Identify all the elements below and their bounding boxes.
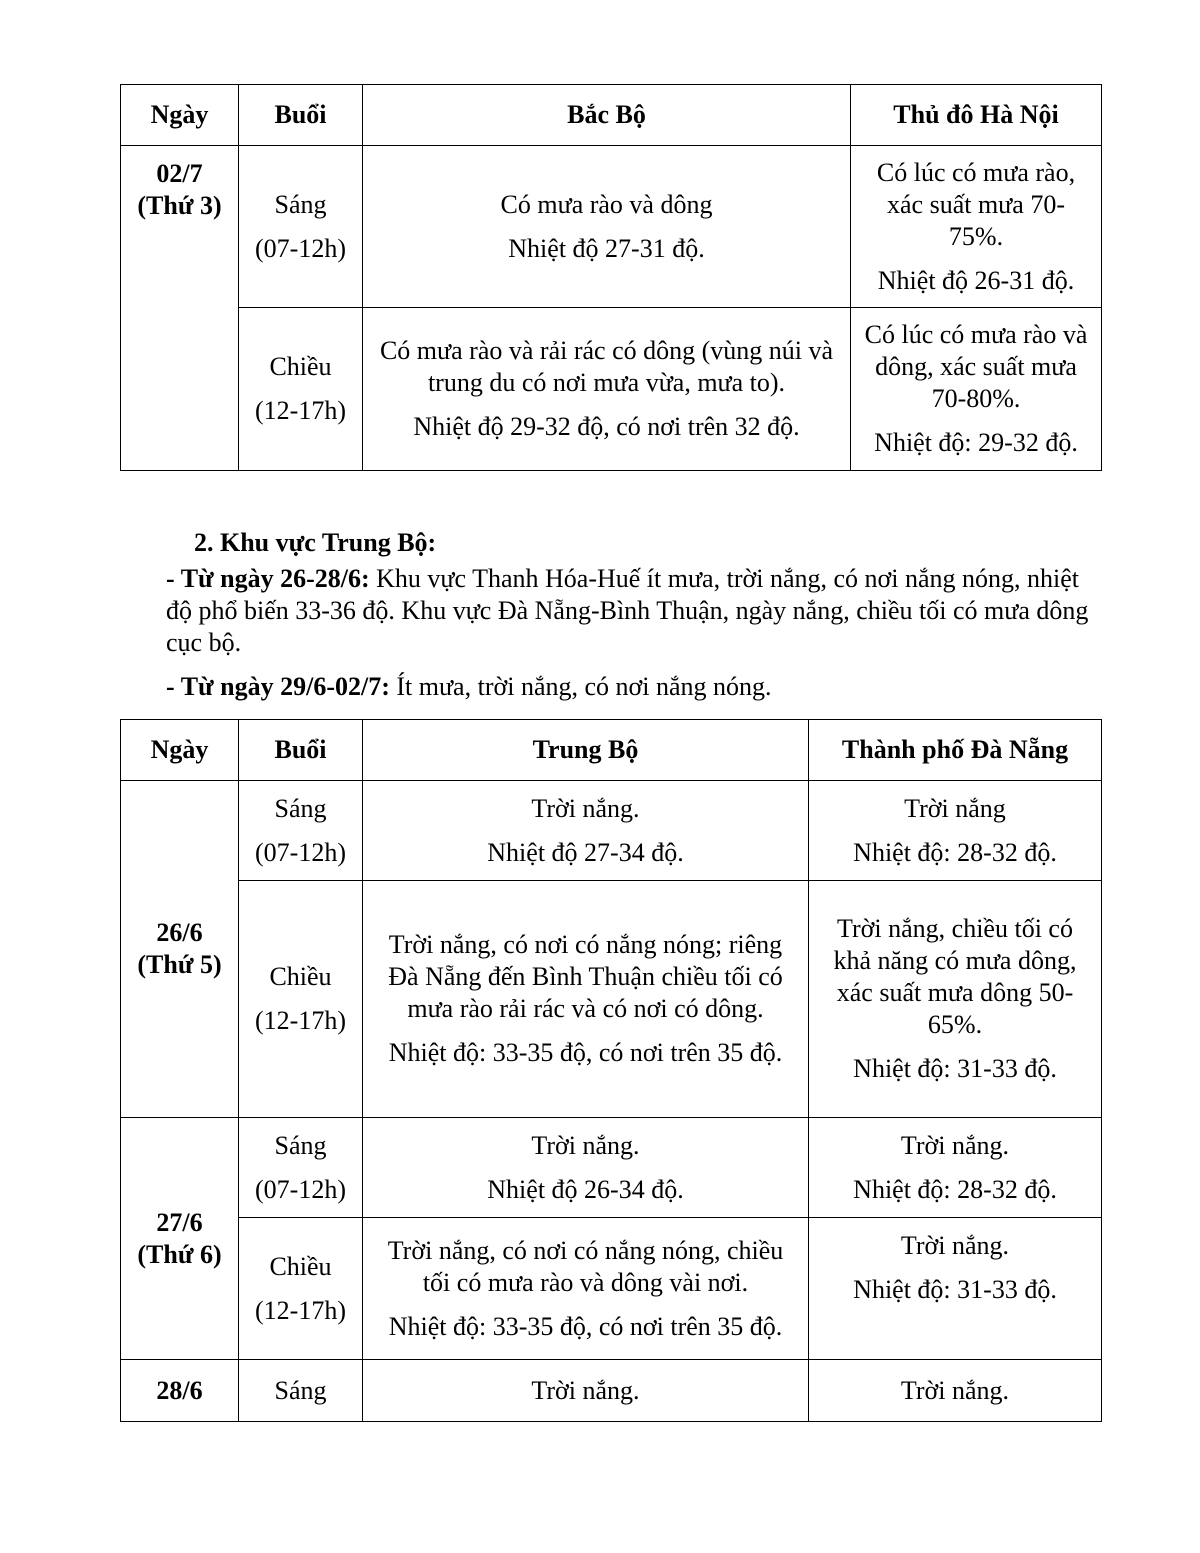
region-forecast xyxy=(363,781,809,881)
city-forecast xyxy=(809,881,1102,1118)
city-forecast xyxy=(851,308,1102,471)
forecast-table-north xyxy=(120,84,1102,471)
period-paragraph xyxy=(166,671,1096,703)
period-text: Ít mưa, trời nắng, có nơi nắng nóng. xyxy=(389,672,772,701)
header-session: Buổi xyxy=(239,85,363,146)
session-cell xyxy=(239,781,363,881)
table-header-row xyxy=(121,85,1102,146)
period-paragraph xyxy=(166,563,1096,659)
session-cell xyxy=(239,146,363,308)
period-label: - Từ ngày 26-28/6: xyxy=(166,564,370,593)
forecast-text: Trời nắng, chiều tối có khả năng có mưa dông, xác suất mưa dông 50-65%. xyxy=(833,914,1077,1039)
region-forecast xyxy=(363,881,809,1118)
forecast-temp: Nhiệt độ: 29-32 độ. xyxy=(874,428,1078,457)
city-forecast xyxy=(809,781,1102,881)
table-row xyxy=(121,1218,1102,1360)
session-cell xyxy=(239,881,363,1118)
session-label: Sáng xyxy=(274,1130,327,1160)
session-label: Chiều xyxy=(269,1251,332,1281)
period-label: - Từ ngày 29/6-02/7: xyxy=(166,672,390,701)
header-day: Ngày xyxy=(121,85,239,146)
forecast-text: Có mưa rào và dông xyxy=(500,189,713,219)
session-hours: (12-17h) xyxy=(255,1295,346,1325)
forecast-temp: Nhiệt độ 27-34 độ. xyxy=(487,837,684,867)
forecast-temp: Nhiệt độ: 33-35 độ, có nơi trên 35 độ. xyxy=(388,1311,783,1341)
table-row xyxy=(121,146,1102,308)
forecast-text: Trời nắng. xyxy=(900,1231,1010,1260)
forecast-text: Trời nắng. xyxy=(531,793,640,823)
forecast-temp: Nhiệt độ 26-34 độ. xyxy=(487,1174,684,1204)
forecast-temp: Nhiệt độ 26-31 độ. xyxy=(877,265,1075,295)
forecast-table-central xyxy=(120,719,1102,1422)
forecast-temp: Nhiệt độ: 31-33 độ. xyxy=(853,1275,1057,1304)
day-date: 28/6 xyxy=(156,1375,203,1405)
header-region: Trung Bộ xyxy=(363,720,809,781)
forecast-text: Trời nắng. xyxy=(900,1130,1010,1160)
forecast-temp: Nhiệt độ: 28-32 độ. xyxy=(853,837,1057,867)
region-forecast xyxy=(363,1118,809,1218)
header-city: Thủ đô Hà Nội xyxy=(851,85,1102,146)
table-row xyxy=(121,781,1102,881)
session-hours: (07-12h) xyxy=(255,1174,346,1204)
day-weekday: (Thứ 3) xyxy=(137,191,222,220)
day-date: 27/6 xyxy=(156,1207,203,1237)
header-day: Ngày xyxy=(121,720,239,781)
day-cell xyxy=(121,146,239,471)
header-session: Buổi xyxy=(239,720,363,781)
session-label: Chiều xyxy=(269,962,332,991)
session-cell xyxy=(239,308,363,471)
forecast-text: Trời nắng. xyxy=(531,1130,640,1160)
forecast-temp: Nhiệt độ: 31-33 độ. xyxy=(853,1054,1057,1083)
forecast-temp: Nhiệt độ: 33-35 độ, có nơi trên 35 độ. xyxy=(388,1038,783,1067)
table-row xyxy=(121,881,1102,1118)
section-heading: 2. Khu vực Trung Bộ: xyxy=(194,528,437,557)
session-cell xyxy=(239,1360,363,1422)
region-forecast xyxy=(363,308,851,471)
region-forecast xyxy=(363,1218,809,1360)
session-cell xyxy=(239,1218,363,1360)
session-label: Chiều xyxy=(269,352,332,381)
table-row xyxy=(121,1118,1102,1218)
day-cell xyxy=(121,781,239,1118)
session-hours: (12-17h) xyxy=(255,1006,346,1035)
session-cell xyxy=(239,1118,363,1218)
header-city: Thành phố Đà Nẵng xyxy=(809,720,1102,781)
table-row xyxy=(121,308,1102,471)
city-forecast xyxy=(809,1218,1102,1360)
day-cell xyxy=(121,1118,239,1360)
session-hours: (12-17h) xyxy=(255,396,346,425)
forecast-text: Có mưa rào và rải rác có dông (vùng núi và trung du có nơi mưa vừa, mưa to). xyxy=(379,336,834,397)
day-date: 26/6 xyxy=(156,918,203,947)
region-forecast xyxy=(363,1360,809,1422)
session-label: Sáng xyxy=(274,1375,327,1405)
table-row xyxy=(121,1360,1102,1422)
forecast-text: Trời nắng, có nơi có nắng nóng; riêng Đà Nẵng đến Bình Thuận chiều tối có mưa rào rải rác và có nơi có dông. xyxy=(388,930,783,1023)
forecast-text: Trời nắng. xyxy=(531,1375,640,1405)
forecast-text: Trời nắng xyxy=(904,793,1006,823)
city-forecast xyxy=(809,1118,1102,1218)
forecast-temp: Nhiệt độ: 28-32 độ. xyxy=(853,1174,1057,1204)
forecast-text: Có lúc có mưa rào, xác suất mưa 70-75%. xyxy=(876,157,1076,251)
city-forecast xyxy=(809,1360,1102,1422)
region-forecast xyxy=(363,146,851,308)
forecast-text: Trời nắng, có nơi có nắng nóng, chiều tối có mưa rào và dông vài nơi. xyxy=(387,1235,784,1297)
forecast-temp: Nhiệt độ 29-32 độ, có nơi trên 32 độ. xyxy=(413,412,800,441)
city-forecast xyxy=(851,146,1102,308)
forecast-text: Có lúc có mưa rào và dông, xác suất mưa 70-80%. xyxy=(864,320,1088,413)
session-label: Sáng xyxy=(274,793,327,823)
session-hours: (07-12h) xyxy=(255,837,346,867)
section-central xyxy=(166,527,1096,703)
header-region: Bắc Bộ xyxy=(363,85,851,146)
session-label: Sáng xyxy=(274,189,327,219)
day-cell xyxy=(121,1360,239,1422)
session-hours: (07-12h) xyxy=(255,233,346,263)
forecast-temp: Nhiệt độ 27-31 độ. xyxy=(508,233,705,263)
forecast-text: Trời nắng. xyxy=(900,1375,1010,1405)
table-header-row xyxy=(121,720,1102,781)
period-text: Khu vực Thanh Hóa-Huế ít mưa, trời nắng, có nơi nắng nóng, nhiệt độ phổ biến 33-36 độ. Khu vực Đà Nẵng-Bình Thuận, ngày nắng, chiều tối có mưa dông cục bộ. xyxy=(166,564,1089,657)
day-weekday: (Thứ 5) xyxy=(137,950,222,979)
day-weekday: (Thứ 6) xyxy=(137,1239,222,1269)
day-date: 02/7 xyxy=(156,159,203,188)
